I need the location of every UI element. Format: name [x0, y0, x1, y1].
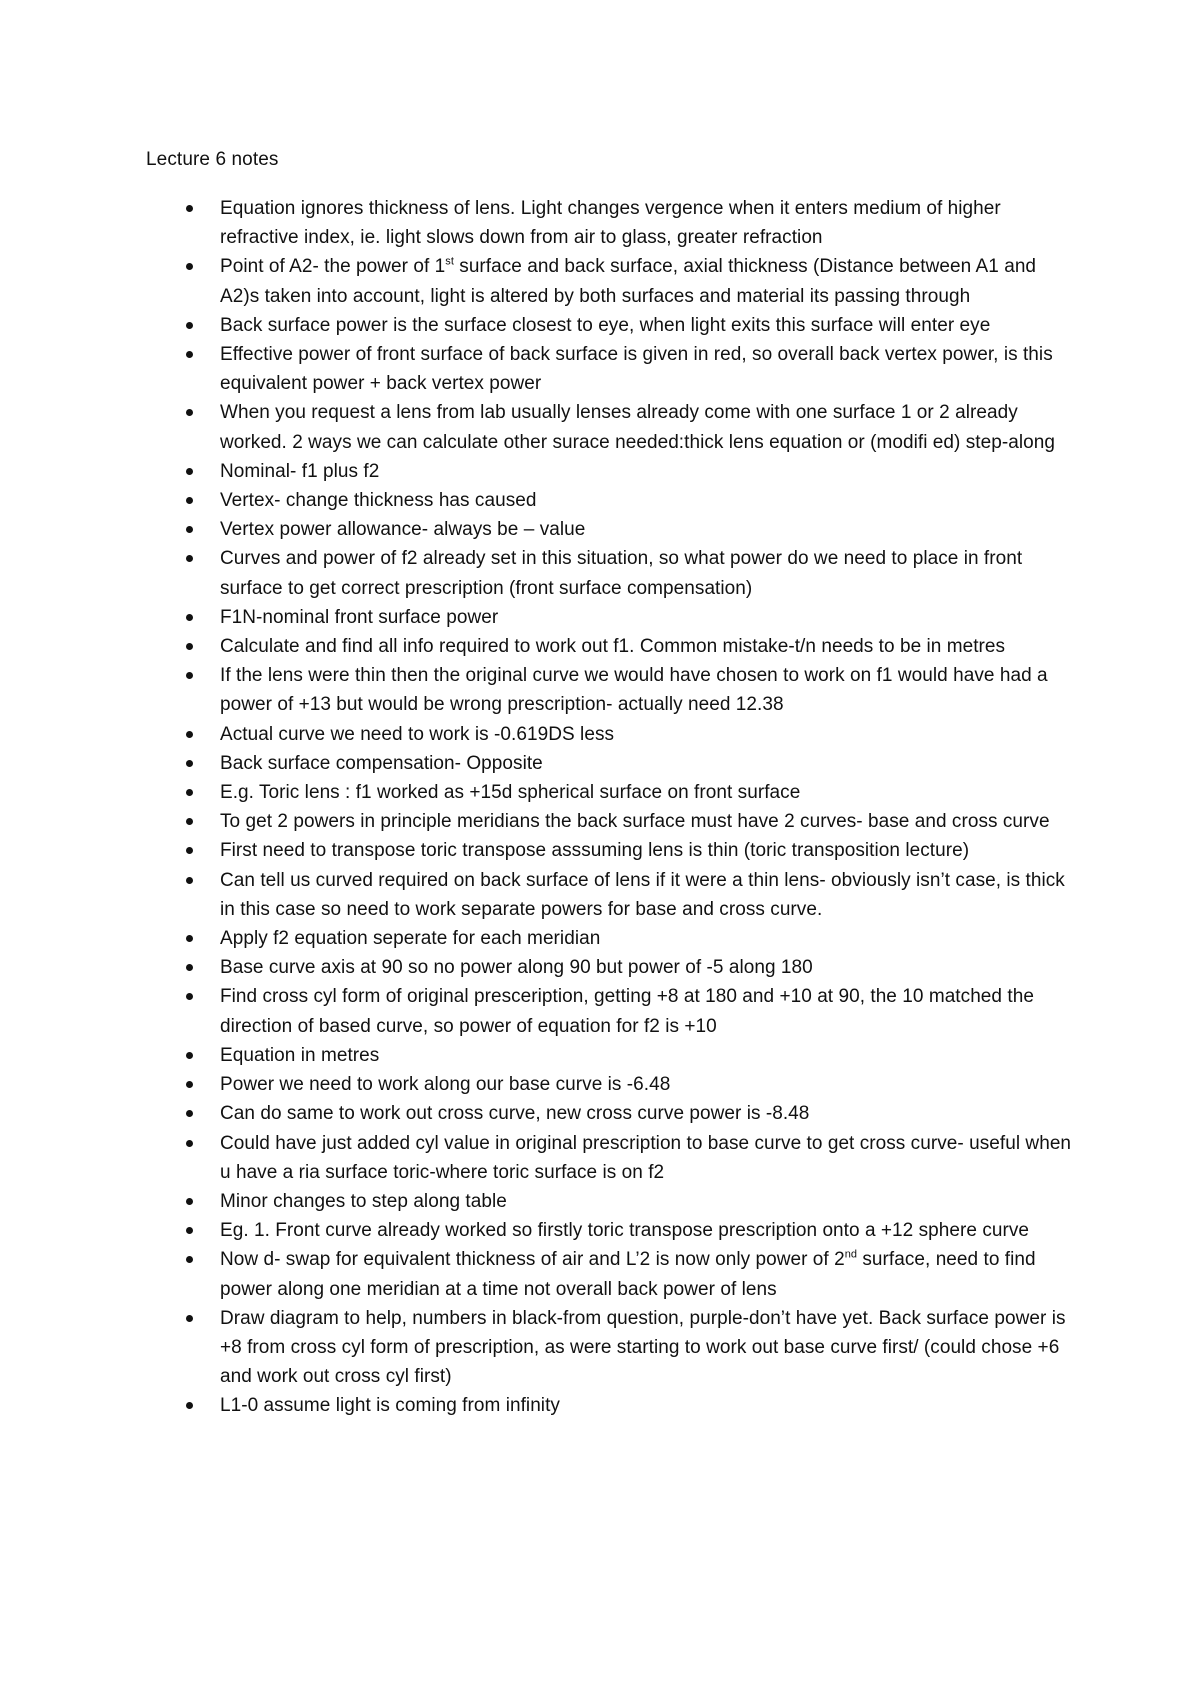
bullet-icon	[186, 818, 193, 825]
bullet-icon	[186, 409, 193, 416]
bullet-icon	[186, 205, 193, 212]
list-item	[146, 1216, 1076, 1245]
list-item-text: Power we need to work along our base curve is -6.48	[220, 1074, 671, 1096]
bullet-icon	[186, 1198, 193, 1205]
list-item-text: surface and back surface, axial thickness (Distance between A1 and A2)s taken into account, light is altered by both surfaces and material its passing through	[220, 256, 1037, 307]
list-item	[146, 340, 1076, 398]
list-item-text: Actual curve we need to work is -0.619DS less	[220, 723, 615, 745]
bullet-icon	[186, 555, 193, 562]
bullet-icon	[186, 1081, 193, 1088]
list-item-text: When you request a lens from lab usually lenses already come with one surface 1 or 2 already worked. 2 ways we can calculate other surace needed:thick lens equation or (modifi ed) step-along	[220, 402, 1055, 453]
bullet-icon	[186, 263, 193, 270]
list-item	[146, 632, 1076, 661]
page-title: Lecture 6 notes	[146, 149, 279, 170]
bullet-icon	[186, 993, 193, 1000]
notes-list	[146, 194, 1076, 1421]
list-item-text: Calculate and find all info required to work out f1. Common mistake-t/n needs to be in metres	[220, 636, 1006, 658]
list-item-text: Could have just added cyl value in original prescription to base curve to get cross curve- useful when u have a ria surface toric-where toric surface is on f2	[220, 1132, 1072, 1183]
list-item	[146, 1245, 1076, 1303]
list-item-text: To get 2 powers in principle meridians the back surface must have 2 curves- base and cross curve	[220, 811, 1050, 833]
bullet-icon	[186, 1256, 193, 1263]
list-item-text: Equation in metres	[220, 1044, 380, 1066]
list-item	[146, 603, 1076, 632]
bullet-icon	[186, 672, 193, 679]
bullet-icon	[186, 1052, 193, 1059]
list-item	[146, 544, 1076, 602]
list-item	[146, 194, 1076, 252]
list-item	[146, 1041, 1076, 1070]
list-item	[146, 720, 1076, 749]
bullet-icon	[186, 614, 193, 621]
list-item-text: F1N-nominal front surface power	[220, 606, 499, 628]
bullet-icon	[186, 877, 193, 884]
list-item	[146, 982, 1076, 1040]
bullet-icon	[186, 935, 193, 942]
list-item	[146, 1129, 1076, 1187]
bullet-icon	[186, 1140, 193, 1147]
list-item	[146, 398, 1076, 456]
bullet-icon	[186, 731, 193, 738]
list-item-text: Can do same to work out cross curve, new cross curve power is -8.48	[220, 1103, 810, 1125]
bullet-icon	[186, 351, 193, 358]
list-item-text: Now d- swap for equivalent thickness of air and L’2 is now only power of 2	[220, 1249, 845, 1271]
list-item	[146, 924, 1076, 953]
list-item-text: E.g. Toric lens : f1 worked as +15d spherical surface on front surface	[220, 782, 801, 804]
list-item-text: Vertex power allowance- always be – value	[220, 519, 586, 541]
bullet-icon	[186, 468, 193, 475]
list-item	[146, 1391, 1076, 1420]
list-item-text: Base curve axis at 90 so no power along 90 but power of -5 along 180	[220, 957, 813, 979]
list-item-text: Eg. 1. Front curve already worked so firstly toric transpose prescription onto a +12 sphere curve	[220, 1220, 1030, 1242]
list-item	[146, 866, 1076, 924]
list-item	[146, 836, 1076, 865]
bullet-icon	[186, 760, 193, 767]
list-item-text: surface, need to find power along one meridian at a time not overall back power of lens	[220, 1249, 1036, 1300]
ordinal-suffix: nd	[844, 1248, 858, 1261]
list-item-text: Apply f2 equation seperate for each meridian	[220, 928, 601, 950]
list-item-text: First need to transpose toric transpose asssuming lens is thin (toric transposition lecture)	[220, 840, 970, 862]
list-item	[146, 1070, 1076, 1099]
bullet-icon	[186, 526, 193, 533]
list-item	[146, 953, 1076, 982]
list-item	[146, 749, 1076, 778]
list-item	[146, 1187, 1076, 1216]
list-item-text: Equation ignores thickness of lens. Light changes vergence when it enters medium of higher refractive index, ie. light slows down from air to glass, greater refraction	[220, 198, 1001, 249]
list-item	[146, 515, 1076, 544]
bullet-icon	[186, 964, 193, 971]
list-item-text: Curves and power of f2 already set in this situation, so what power do we need to place in front surface to get correct prescription (front surface compensation)	[220, 548, 1023, 599]
list-item-text: Minor changes to step along table	[220, 1190, 507, 1212]
list-item	[146, 778, 1076, 807]
list-item	[146, 807, 1076, 836]
bullet-icon	[186, 1110, 193, 1117]
list-item	[146, 486, 1076, 515]
list-item-text: Point of A2- the power of 1	[220, 256, 446, 278]
bullet-icon	[186, 1402, 193, 1409]
list-item	[146, 1099, 1076, 1128]
list-item	[146, 457, 1076, 486]
list-item	[146, 252, 1076, 310]
list-item-text: Vertex- change thickness has caused	[220, 490, 537, 512]
list-item-text: Effective power of front surface of back surface is given in red, so overall back vertex power, is this equivalent power + back vertex power	[220, 344, 1053, 395]
list-item-text: Can tell us curved required on back surface of lens if it were a thin lens- obviously isn’t case, is thick in this case so need to work separate powers for base and cross curve.	[220, 869, 1065, 920]
ordinal-suffix: st	[445, 256, 454, 269]
list-item-text: Find cross cyl form of original presceription, getting +8 at 180 and +10 at 90, the 10 matched the direction of based curve, so power of equation for f2 is +10	[220, 986, 1034, 1037]
bullet-icon	[186, 643, 193, 650]
bullet-icon	[186, 847, 193, 854]
bullet-icon	[186, 1315, 193, 1322]
list-item-text: Draw diagram to help, numbers in black-from question, purple-don’t have yet. Back surface power is +8 from cross cyl form of prescription, as were starting to work out base curve first/ (could chose +6 and work out cross cyl first)	[220, 1307, 1066, 1388]
list-item-text: Back surface compensation- Opposite	[220, 752, 543, 774]
bullet-icon	[186, 497, 193, 504]
bullet-icon	[186, 1227, 193, 1234]
list-item	[146, 1304, 1076, 1392]
list-item	[146, 311, 1076, 340]
bullet-icon	[186, 789, 193, 796]
list-item-text: L1-0 assume light is coming from infinity	[220, 1395, 560, 1417]
bullet-icon	[186, 322, 193, 329]
list-item-text: If the lens were thin then the original curve we would have chosen to work on f1 would have had a power of +13 but would be wrong prescription- actually need 12.38	[220, 665, 1048, 716]
list-item-text: Back surface power is the surface closest to eye, when light exits this surface will enter eye	[220, 314, 991, 336]
list-item-text: Nominal- f1 plus f2	[220, 460, 380, 482]
list-item	[146, 661, 1076, 719]
